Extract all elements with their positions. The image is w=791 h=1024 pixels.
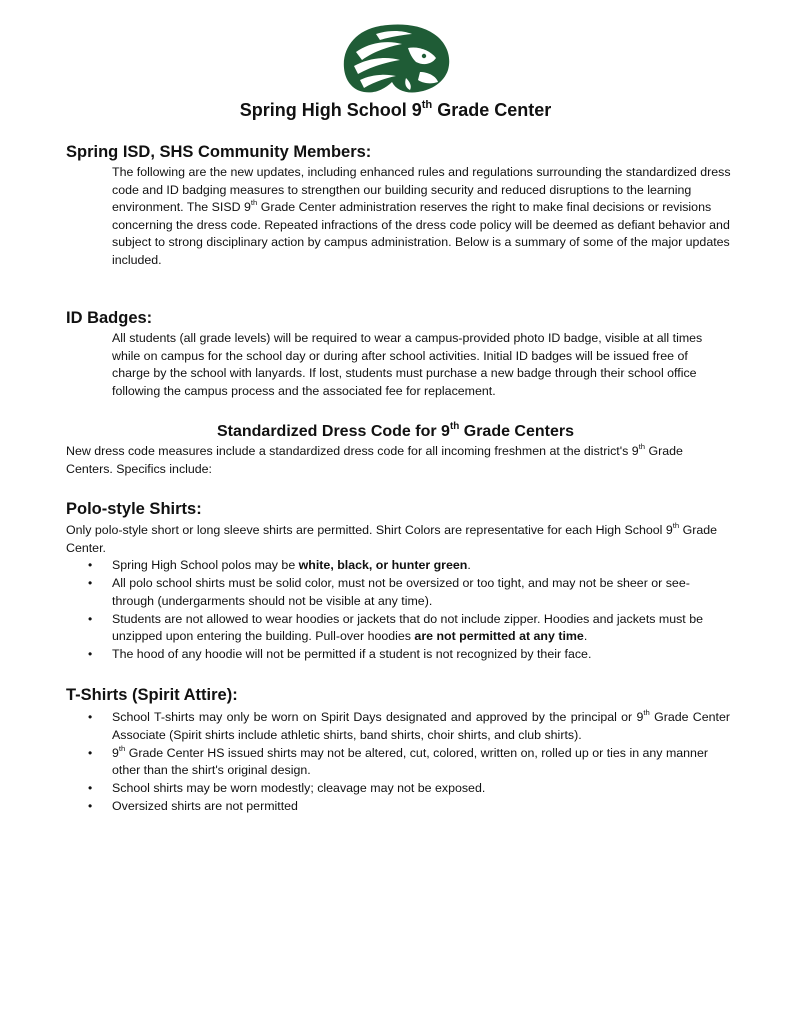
tshirts-item-3: School shirts may be worn modestly; cleavage may not be exposed.	[112, 781, 486, 796]
list-item	[84, 557, 730, 575]
polo-intro-superscript: th	[672, 521, 680, 531]
polo-item-1-end: .	[467, 558, 471, 572]
polo-item-1-start: Spring High School polos may be	[112, 558, 299, 572]
dress-code-heading-start: Standardized Dress Code for 9	[216, 423, 450, 440]
tshirts-item-1-superscript: th	[643, 708, 650, 718]
list-item	[84, 575, 730, 610]
list-item	[84, 745, 730, 780]
bullet-icon: •	[88, 576, 93, 591]
community-text-start: The following are the new updates, including enhanced rules and regulations surrounding the standardized dress code and ID badging measures to strengthen our building security and reduced disruptions to the learning environment. The SISD 9	[112, 165, 731, 215]
title-text-end: Grade Center	[432, 100, 552, 120]
community-paragraph	[112, 164, 732, 270]
polo-item-3-end: .	[583, 629, 588, 644]
tshirts-item-1-end: Grade Center Associate (Spirit shirts include athletic shirts, band shirts, choir shirts, and club shirts).	[112, 710, 731, 742]
dress-code-text-start: New dress code measures include a standardized dress code for all incoming freshmen at the district's 9	[66, 444, 639, 458]
list-item	[84, 646, 730, 664]
page-title	[0, 100, 791, 121]
community-superscript: th	[250, 198, 258, 208]
list-item	[84, 798, 730, 816]
id-badges-paragraph: All students (all grade levels) will be required to wear a campus-provided photo ID badge, visible at all times while on campus for the school day or during after school activities. Initial ID badges will be issued free of charge by the school with lanyards. If lost, students must purchase a new badge through their school office following the campus process and the associated fee for replacement.	[112, 331, 703, 398]
bullet-icon: •	[88, 745, 93, 760]
dress-code-superscript: th	[638, 442, 646, 452]
tshirts-item-2-superscript: th	[118, 743, 126, 753]
polo-item-2: All polo school shirts must be solid color, must not be oversized or too tight, and may not be sheer or see-through (undergarments should not be visible at any time).	[112, 576, 690, 608]
polo-intro-start: Only polo-style short or long sleeve shirts are permitted. Shirt Colors are representative for each High School 9	[66, 523, 673, 537]
polo-item-3-start: Students are not allowed to wear hoodies or jackets that do not include zipper. Hoodies and jackets must be unzipped upon entering the building. Pull-over hoodies	[112, 611, 703, 644]
bullet-icon: •	[88, 781, 93, 796]
dress-code-heading-superscript: th	[449, 420, 460, 432]
list-item	[84, 611, 730, 646]
lion-head-icon	[336, 18, 456, 100]
tshirts-item-4: Oversized shirts are not permitted	[112, 799, 298, 814]
bullet-icon: •	[88, 647, 93, 662]
title-text: Spring High School 9	[239, 100, 422, 120]
tshirts-item-2-start: 9	[112, 745, 119, 760]
dress-code-paragraph	[66, 443, 730, 478]
bullet-icon: •	[88, 558, 93, 572]
school-logo	[336, 18, 456, 100]
tshirts-list	[84, 709, 730, 817]
polo-heading: Polo-style Shirts:	[66, 500, 202, 518]
polo-list	[84, 557, 730, 665]
dress-code-heading	[0, 420, 791, 441]
polo-item-4: The hood of any hoodie will not be permitted if a student is not recognized by their face.	[112, 647, 592, 662]
bullet-icon: •	[88, 611, 93, 626]
bullet-icon: •	[88, 710, 93, 724]
dress-code-text-end: Grade Centers. Specifics include:	[66, 444, 683, 476]
list-item	[84, 780, 730, 798]
polo-intro	[66, 522, 730, 557]
polo-item-1-bold: white, black, or hunter green	[298, 558, 468, 572]
bullet-icon: •	[88, 799, 93, 814]
community-heading: Spring ISD, SHS Community Members:	[66, 143, 372, 161]
dress-code-heading-end: Grade Centers	[459, 423, 575, 440]
community-text-end: Grade Center administration reserves the right to make final decisions or revisions concerning the dress code. Repeated infractions of the dress code policy will be deemed as defiant behavior and subject to strong disciplinary action by campus administration. Below is a summary of some of the major updates included.	[112, 200, 730, 267]
tshirts-heading: T-Shirts (Spirit Attire):	[66, 686, 238, 704]
title-superscript: th	[421, 98, 433, 111]
list-item	[84, 709, 730, 744]
tshirts-item-1-start: School T-shirts may only be worn on Spirit Days designated and approved by the principal or 9	[112, 710, 644, 724]
polo-intro-end: Grade Center.	[66, 523, 718, 555]
polo-item-3-bold: are not permitted at any time	[414, 629, 584, 644]
tshirts-item-2-end: Grade Center HS issued shirts may not be altered, cut, colored, written on, rolled up or ties in any manner other than the shirt's original design.	[112, 745, 708, 778]
id-badges-heading: ID Badges:	[66, 309, 153, 327]
